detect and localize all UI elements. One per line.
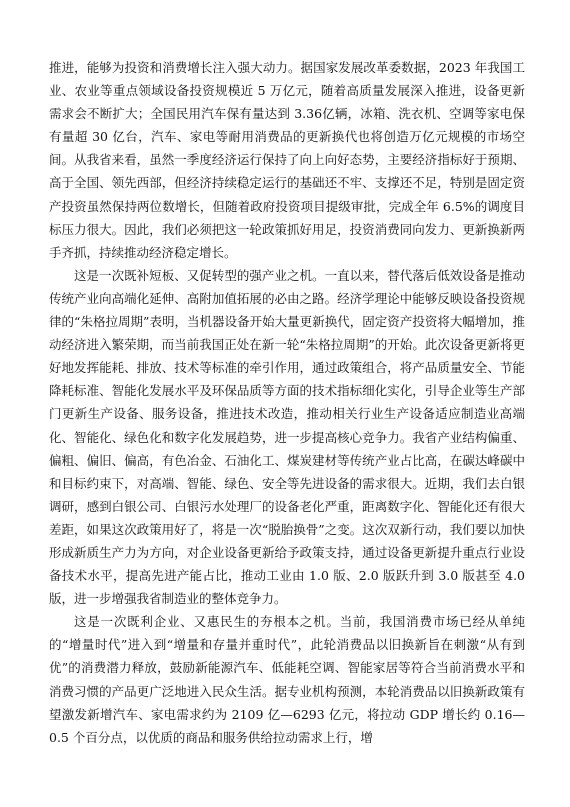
paragraph-industry-upgrade: 这是一次既补短板、又促转型的强产业之机。一直以来，替代落后低效设备是推动传统产业向高端化延伸、高附加值拓展的必由之路。经济学理论中能够反映设备投资规律的“朱格拉周期”表明，当机器设备开始大量更新换代，固定资产投资将大幅增加，推动经济进入繁荣期，而当前我国正处在新一轮“朱格拉周期”的开始。此次设备更新将更好地发挥能耗、排放、技术等标准的牵引作用，通过政策组合，将产品质量安全、节能降耗标准、智能化发展水平及环保品质等方面的技术指标细化实化，引导企业等生产部门更新生产设备、服务设备，推进技术改造，推动相关行业生产设备适应制造业高端化、智能化、绿色化和数字化发展趋势，进一步提高核心竞争力。我省产业结构偏重、偏粗、偏旧、偏高，有色冶金、石油化工、煤炭建材等传统产业占比高，在碳达峰碳中和目标约束下，对高端、智能、绿色、安全等先进设备的需求很大。近期，我们去白银调研，感到白银公司、白银污水处理厂的设备老化严重，距离数字化、智能化还有很大差距，如果这次政策用好了，将是一次“脱胎换骨”之变。这次双新行动，我们要以加快形成新质生产力为方向，对企业设备更新给予政策支持，通过设备更新提升重点行业设备技术水平，提高先进产能占比，推动工业由 1.0 版、2.0 版跃升到 3.0 版甚至 4.0 版，进一步增强我省制造业的整体竞争力。 (49, 267, 525, 607)
document-body (49, 56, 525, 749)
paragraph-consumer-renewal: 这是一次既利企业、又惠民生的夯根本之机。当前，我国消费市场已经从单纯的“增量时代”进入到“增量和存量并重时代”，此轮消费品以旧换新旨在刺激“从有到优”的消费潜力释放，鼓励新能源汽车、低能耗空调、智能家居等符合当前消费水平和消费习惯的产品更广泛地进入民众生活。据专业机构预测，本轮消费品以旧换新政策有望激发新增汽车、家电需求约为 2109 亿—6293 亿元，将拉动 GDP 增长约 0.16—0.5 个百分点，以优质的商品和服务供给拉动需求上行，增 (49, 614, 525, 745)
paragraph-investment-consumption: 推进，能够为投资和消费增长注入强大动力。据国家发展改革委数据，2023 年我国工业、农业等重点领域设备投资规模近 5 万亿元，随着高质量发展深入推进，设备更新需求会不断扩大；全国民用汽车保有量达到 3.36亿辆，冰箱、洗衣机、空调等家电保有量超 30 亿台，汽车、家电等耐用消费品的更新换代也将创造万亿元规模的市场空间。从我省来看，虽然一季度经济运行保持了向上向好态势，主要经济指标好于预期、高于全国、领先西部，但经济持续稳定运行的基础还不牢、支撑还不足，特别是固定资产投资虽然保持两位数增长，但随着政府投资项目提级审批，完成全年 6.5%的调度目标压力很大。因此，我们必须把这一轮政策抓好用足，投资消费同向发力、更新换新两手齐抓，持续推动经济稳定增长。 (49, 60, 525, 260)
